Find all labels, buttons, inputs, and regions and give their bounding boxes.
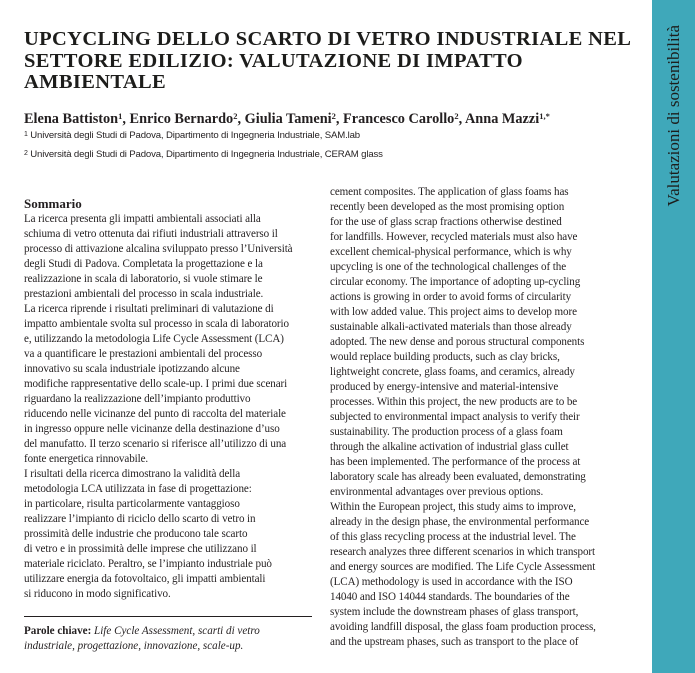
summary-line: fonte energetica rinnovabile.: [24, 453, 149, 465]
affiliation-1-marker: 1: [24, 131, 28, 138]
summary-line: I risultati della ricerca dimostrano la validità della: [24, 468, 241, 480]
author-affiliation-marker: 1,*: [539, 111, 550, 121]
affiliation-2: [24, 149, 634, 160]
summary-body: [24, 212, 312, 602]
abstract-line: 14040 and ISO 14044 standards. The boundaries of the: [330, 591, 570, 603]
affiliation-1-text: Università degli Studi di Padova, Dipartimento di Ingegneria Industriale, SAM.lab: [30, 130, 360, 141]
author-name: Giulia Tameni: [244, 111, 332, 127]
summary-line: processo di attivazione alcalina sviluppato presso l’Università: [24, 243, 293, 255]
abstract-line: processes. Within this project, the new products are to be: [330, 396, 578, 408]
abstract-line: produced by energy-intensive and material-intensive: [330, 381, 559, 393]
abstract-line: and the upstream phases, such as transport to the place of: [330, 636, 579, 648]
summary-line: metodologia LCA utilizzata in fase di progettazione:: [24, 483, 252, 495]
abstract-line: (LCA) methodology is used in accordance with the ISO: [330, 576, 573, 588]
abstract-line: laboratory scale has already been evaluated, demonstrating: [330, 471, 586, 483]
abstract-line: research analyzes three different scenarios in which transport: [330, 546, 595, 558]
keywords-line-2: industriale, progettazione, innovazione, scale-up.: [24, 640, 244, 652]
abstract-line: Within the European project, this study aims to improve,: [330, 501, 576, 513]
section-sidebar: [652, 0, 695, 673]
keywords-label: Parole chiave:: [24, 625, 92, 637]
summary-line: materiale riciclato. Peraltro, se l’impianto industriale può: [24, 558, 272, 570]
section-label: Valutazioni di sostenibilità: [663, 25, 683, 207]
author-affiliation-marker: 2: [233, 111, 238, 121]
abstract-line: has been implemented. The performance of the process at: [330, 456, 581, 468]
summary-heading: Sommario: [24, 196, 82, 211]
abstract-line: avoiding landfill disposal, the glass foam production process,: [330, 621, 596, 633]
abstract-line: sustainable alkali-activated materials than those already: [330, 321, 572, 333]
summary-line: utilizzare energia da fotovoltaico, gli impatti ambientali: [24, 573, 266, 585]
keywords-line-1: Life Cycle Assessment, scarti di vetro: [91, 625, 260, 637]
abstract-line: cement composites. The application of glass foams has: [330, 186, 569, 198]
summary-line: innovativo su scala industriale ipotizzando alcune: [24, 363, 240, 375]
author-name: Elena Battiston: [24, 111, 119, 127]
summary-line: La ricerca riprende i risultati preliminari di valutazione di: [24, 303, 274, 315]
summary-line: e, utilizzando la metodologia Life Cycle Assessment (LCA): [24, 333, 284, 345]
summary-line: si riducono in modo significativo.: [24, 588, 171, 600]
summary-line: impatto ambientale svolta sul processo in scala di laboratorio: [24, 318, 289, 330]
affiliation-2-text: Università degli Studi di Padova, Dipartimento di Ingegneria Industriale, CERAM glass: [30, 149, 383, 160]
abstract-line: adopted. The new dense and porous structural components: [330, 336, 585, 348]
affiliation-2-marker: 2: [24, 150, 28, 157]
abstract-line: excellent chemical-physical performance, which is why: [330, 246, 572, 258]
abstract-en-body: [330, 185, 620, 650]
keywords: [24, 624, 314, 654]
summary-line: schiuma di vetro ottenuta dai rifiuti industriali attraverso il: [24, 228, 278, 240]
author-name: Anna Mazzi: [464, 111, 540, 127]
abstract-line: would replace building products, such as clay bricks,: [330, 351, 560, 363]
paper-title: UPCYCLING DELLO SCARTO DI VETRO INDUSTRIALE NEL SETTORE EDILIZIO: VALUTAZIONE DI IMPATTO AMBIENTALE: [24, 28, 631, 93]
author-list: [24, 111, 654, 128]
summary-line: modifiche rappresentative dello scale-up. I primi due scenari: [24, 378, 288, 390]
summary-line: realizzare l’impianto di riciclo dello scarto di vetro in: [24, 513, 256, 525]
abstract-line: subjected to environmental impact analysis to verify their: [330, 411, 580, 423]
summary-line: prestazioni ambientali del processo in scala industriale.: [24, 288, 264, 300]
abstract-line: of this glass recycling process at the industrial level. The: [330, 531, 576, 543]
section-label-wrap: [652, 16, 695, 216]
summary-line: degli Studi di Padova. Completata la progettazione e la: [24, 258, 263, 270]
author-name: Enrico Bernardo: [129, 111, 234, 127]
author-separator: ,: [122, 111, 130, 127]
author-affiliation-marker: 2: [331, 111, 336, 121]
abstract-line: lightweight concrete, glass foams, and ceramics, already: [330, 366, 575, 378]
abstract-line: actions is growing in order to avoid forms of circularity: [330, 291, 572, 303]
abstract-line: through the alkaline activation of industrial glass cullet: [330, 441, 569, 453]
author-affiliation-marker: 2: [454, 111, 459, 121]
summary-line: prossimità delle industrie che producono tale scarto: [24, 528, 248, 540]
abstract-line: for the use of glass scrap fractions otherwise destined: [330, 216, 562, 228]
abstract-line: already in the design phase, the environmental performance: [330, 516, 590, 528]
abstract-line: environmental advantages over previous options.: [330, 486, 544, 498]
keywords-divider: [24, 616, 312, 617]
author-separator: ,: [458, 111, 465, 127]
abstract-line: and energy sources are modified. The Life Cycle Assessment: [330, 561, 596, 573]
summary-line: La ricerca presenta gli impatti ambientali associati alla: [24, 213, 261, 225]
summary-line: realizzazione in scala di laboratorio, si vuole stimare le: [24, 273, 263, 285]
author-name: Francesco Carollo: [343, 111, 455, 127]
abstract-line: for landfills. However, recycled materials must also have: [330, 231, 578, 243]
abstract-line: system include the downstream phases of glass transport,: [330, 606, 579, 618]
abstract-line: upcycling is one of the technological challenges of the: [330, 261, 567, 273]
summary-line: riguardano la realizzazione dell’impianto produttivo: [24, 393, 251, 405]
summary-line: di vetro e in prossimità delle imprese che utilizzano il: [24, 543, 257, 555]
author-affiliation-marker: 1: [118, 111, 123, 121]
affiliation-1: [24, 130, 634, 141]
summary-line: del manufatto. Il terzo scenario si riferisce all’utilizzo di una: [24, 438, 287, 450]
author-separator: ,: [237, 111, 245, 127]
abstract-line: circular economy. The importance of adopting up-cycling: [330, 276, 581, 288]
abstract-line: with low added value. This project aims to develop more: [330, 306, 577, 318]
summary-line: in particolare, risulta particolarmente vantaggioso: [24, 498, 240, 510]
abstract-line: sustainability. The production process of a glass foam: [330, 426, 563, 438]
summary-line: in ingresso oppure nelle vicinanze della destinazione d’uso: [24, 423, 280, 435]
abstract-line: recently been developed as the most promising option: [330, 201, 565, 213]
author-separator: ,: [335, 111, 344, 127]
summary-line: riducendo nelle vicinanze del punto di raccolta del materiale: [24, 408, 286, 420]
summary-line: va a quantificare le prestazioni ambientali del processo: [24, 348, 263, 360]
